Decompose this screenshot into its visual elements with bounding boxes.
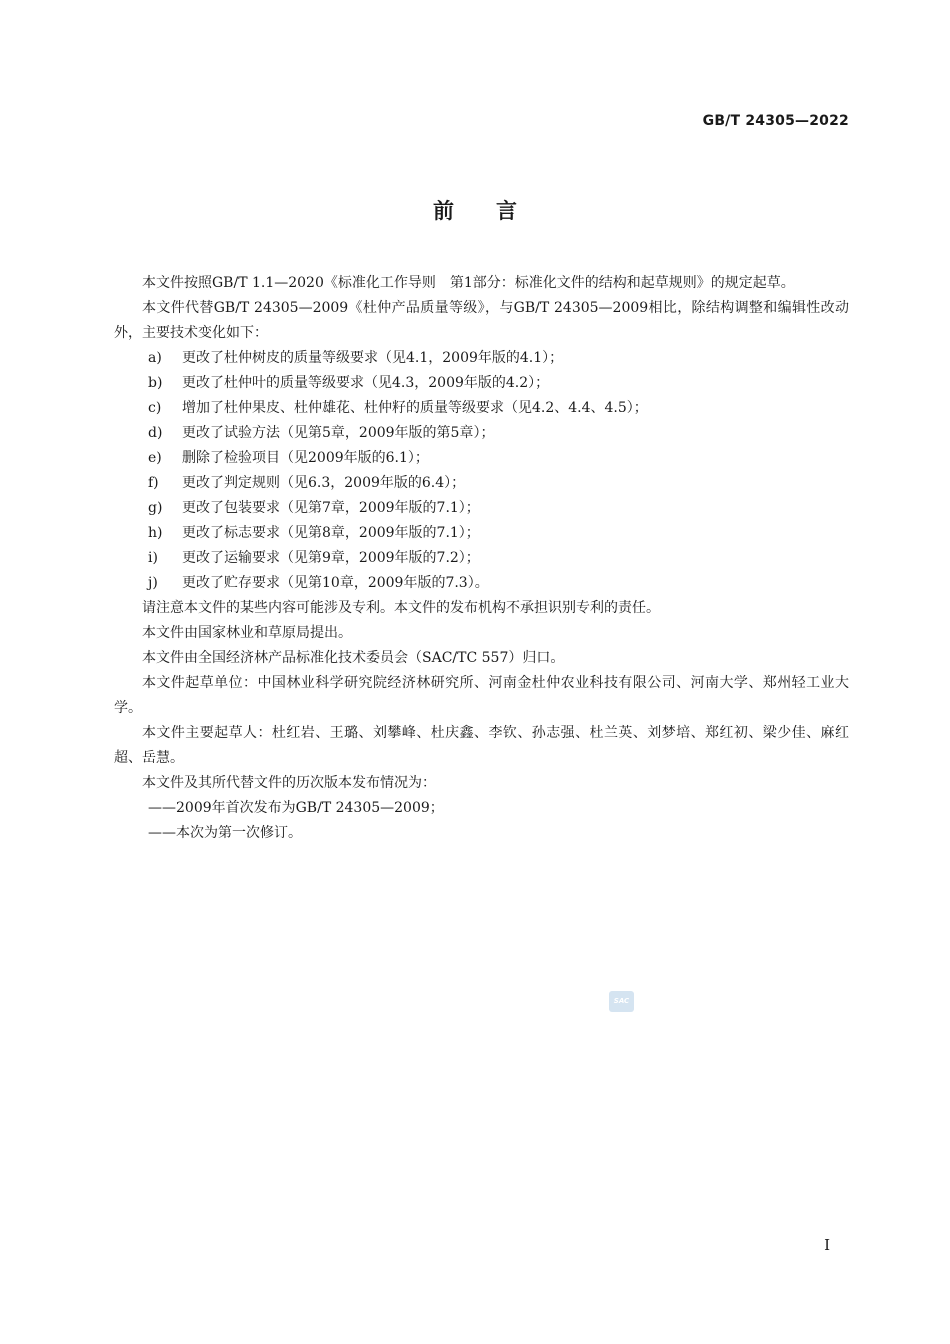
committee-statement: 本文件由全国经济林产品标准化技术委员会（SAC/TC 557）归口。 (142, 650, 565, 666)
list-marker: b) (148, 375, 163, 391)
history-item: ——2009年首次发布为GB/T 24305—2009； (148, 800, 444, 816)
list-marker: c) (148, 400, 162, 416)
list-item-text: 更改了判定规则（见6.3，2009年版的6.4）； (182, 475, 466, 491)
page-number: I (824, 1236, 830, 1254)
list-item-text: 删除了检验项目（见2009年版的6.1）； (182, 450, 429, 466)
list-item-text: 增加了杜仲果皮、杜仲雄花、杜仲籽的质量等级要求（见4.2、4.4、4.5）； (182, 400, 648, 416)
list-item-text: 更改了贮存要求（见第10章，2009年版的7.3）。 (182, 575, 489, 591)
list-marker: h) (148, 525, 163, 541)
list-item-text: 更改了试验方法（见第5章，2009年版的第5章）； (182, 425, 495, 441)
list-item-text: 更改了包装要求（见第7章，2009年版的7.1）； (182, 500, 480, 516)
list-item (114, 396, 849, 421)
list-marker: d) (148, 425, 163, 441)
list-item (114, 471, 849, 496)
standard-number: GB/T 24305—2022 (702, 113, 849, 129)
list-item (114, 496, 849, 521)
list-marker: a) (148, 350, 162, 366)
paragraph-drafting-basis: 本文件按照GB/T 1.1—2020《标准化工作导则 第1部分：标准化文件的结构和起草规则》的规定起草。 (142, 275, 795, 291)
patent-notice: 请注意本文件的某些内容可能涉及专利。本文件的发布机构不承担识别专利的责任。 (142, 600, 660, 616)
proposer-statement: 本文件由国家林业和草原局提出。 (142, 625, 352, 641)
list-item (114, 546, 849, 571)
list-item (114, 346, 849, 371)
list-marker: e) (148, 450, 162, 466)
list-item (114, 371, 849, 396)
document-body (114, 271, 849, 846)
list-item-text: 更改了杜仲树皮的质量等级要求（见4.1，2009年版的4.1）； (182, 350, 564, 366)
paragraph-replacement: 本文件代替GB/T 24305—2009《杜仲产品质量等级》，与GB/T 24305—2009相比，除结构调整和编辑性改动外，主要技术变化如下： (114, 300, 849, 341)
history-intro: 本文件及其所代替文件的历次版本发布情况为： (142, 775, 436, 791)
list-marker: g) (148, 500, 163, 516)
list-item-text: 更改了杜仲叶的质量等级要求（见4.3，2009年版的4.2）； (182, 375, 550, 391)
list-item (114, 421, 849, 446)
page-title: 前言 (433, 199, 559, 223)
list-item (114, 571, 849, 596)
list-item-text: 更改了运输要求（见第9章，2009年版的7.2）； (182, 550, 480, 566)
drafting-units: 本文件起草单位：中国林业科学研究院经济林研究所、河南金杜仲农业科技有限公司、河南大学、郑州轻工业大学。 (114, 675, 849, 716)
list-marker: i) (148, 550, 158, 566)
list-marker: f) (148, 475, 159, 491)
list-item-text: 更改了标志要求（见第8章，2009年版的7.1）； (182, 525, 480, 541)
list-marker: j) (148, 575, 158, 591)
history-item: ——本次为第一次修订。 (148, 825, 302, 841)
sac-watermark-logo: SAC (609, 991, 634, 1012)
list-item (114, 446, 849, 471)
list-item (114, 521, 849, 546)
drafters-list: 本文件主要起草人：杜红岩、王璐、刘攀峰、杜庆鑫、李钦、孙志强、杜兰英、刘梦培、郑红初、梁少佳、麻红超、岳慧。 (114, 725, 849, 766)
